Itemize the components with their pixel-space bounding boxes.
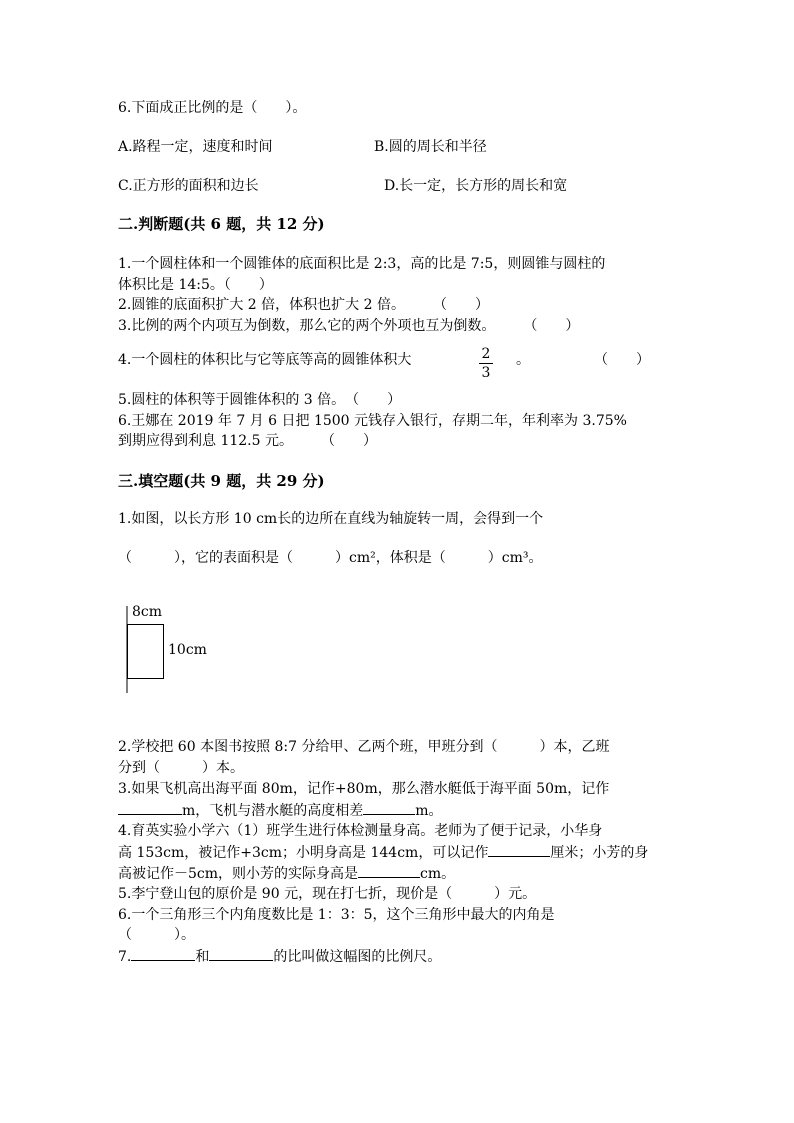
fill-q4-line1: 4.育英实验小学六（1）班学生进行体检测量身高。老师为了便于记录，小华身: [118, 823, 603, 839]
judge-q3: 3.比例的两个内项互为倒数，那么它的两个外项也互为倒数。 （ ）: [118, 318, 580, 334]
judge-q2: 2.圆锥的底面积扩大 2 倍，体积也扩大 2 倍。 （ ）: [118, 297, 489, 313]
answer-blank[interactable]: [358, 863, 420, 878]
fill-q1-line1: 1.如图，以长方形 10 cm长的边所在直线为轴旋转一周，会得到一个: [118, 511, 544, 527]
fill-q1-line2: （ ），它的表面积是（ ）cm²，体积是（ ）cm³。: [118, 550, 543, 566]
width-label: 8cm: [132, 604, 163, 620]
fill-q4-text-c: 高被记作－5cm，则小芳的实际身高是: [118, 866, 359, 882]
fill-q7-text-a: 7.: [118, 949, 132, 965]
judge-q6-line1: 6.王娜在 2019 年 7 月 6 日把 1500 元钱存入银行，存期二年，年利率为 3.75%: [118, 413, 627, 429]
fraction-two-thirds: [479, 346, 493, 381]
judge-q6-line2: 到期应得到利息 112.5 元。 （ ）: [118, 433, 377, 449]
answer-blank[interactable]: [209, 946, 273, 961]
judge-q5: 5.圆柱的体积等于圆锥体积的 3 倍。 （ ）: [118, 392, 402, 408]
answer-blank[interactable]: [363, 800, 415, 815]
fill-q4-text-b: 厘米；小芳的身: [550, 845, 649, 861]
option-c: C.正方形的面积和边长: [118, 178, 259, 194]
height-label: 10cm: [168, 642, 207, 658]
fill-q4-line2: [118, 842, 648, 863]
judge-q1-line2: 体积比是 14:5。（ ）: [118, 277, 273, 293]
fill-q2-line1: 2.学校把 60 本图书按照 8:7 分给甲、乙两个班，甲班分到（ ）本，乙班: [118, 739, 610, 755]
fill-q7-text-b: 和: [195, 949, 210, 965]
judge-q4-text: 4.一个圆柱的体积比与它等底等高的圆锥体积大: [118, 352, 412, 368]
section-3-heading: 三.填空题(共 9 题，共 29 分): [118, 472, 325, 490]
answer-blank[interactable]: [118, 800, 182, 815]
fill-q7: [118, 946, 441, 967]
option-b: B.圆的周长和半径: [374, 139, 487, 155]
fraction-denominator: 3: [481, 365, 491, 381]
choice-question-6-stem: 6.下面成正比例的是（ ）。: [118, 100, 307, 116]
fill-q4-text-a: 高 153cm，被记作+3cm；小明身高是 144cm，可以记作: [118, 845, 489, 861]
rectangle-rotation-figure: [118, 600, 238, 700]
fill-q4-text-d: cm。: [420, 866, 456, 882]
fill-q3-text-a: m，飞机与潜水艇的高度相差: [182, 803, 364, 819]
judge-q1-line1: 1.一个圆柱体和一个圆锥体的底面积比是 2:3，高的比是 7:5，则圆锥与圆柱的: [118, 256, 606, 272]
fraction-numerator: 2: [481, 346, 491, 362]
fill-q3-text-b: m。: [415, 803, 443, 819]
fill-q2-line2: 分到（ ）本。: [118, 760, 244, 776]
fill-q6-line1: 6.一个三角形三个内角度数比是 1：3：5，这个三角形中最大的内角是: [118, 907, 555, 923]
judge-q4-paren: （ ）: [594, 352, 650, 368]
section-2-heading: 二.判断题(共 6 题，共 12 分): [118, 215, 325, 233]
fill-q7-text-c: 的比叫做这幅图的比例尺。: [273, 949, 442, 965]
fill-q3-line1: 3.如果飞机高出海平面 80m，记作+80m，那么潜水艇低于海平面 50m，记作: [118, 781, 610, 797]
answer-blank[interactable]: [131, 946, 195, 961]
fill-q6-line2: （ ）。: [118, 927, 195, 943]
answer-blank[interactable]: [488, 842, 550, 857]
option-a: A.路程一定，速度和时间: [118, 139, 273, 155]
judge-q4-end: 。: [516, 352, 530, 368]
fill-q4-line3: [118, 863, 455, 884]
fill-q3-line2: [118, 800, 443, 821]
fraction-bar: [479, 363, 493, 364]
option-d: D.长一定，长方形的周长和宽: [384, 178, 568, 194]
fill-q5: 5.李宁登山包的原价是 90 元，现在打七折，现价是（ ）元。: [118, 886, 537, 902]
rectangle-shape: [128, 625, 164, 679]
